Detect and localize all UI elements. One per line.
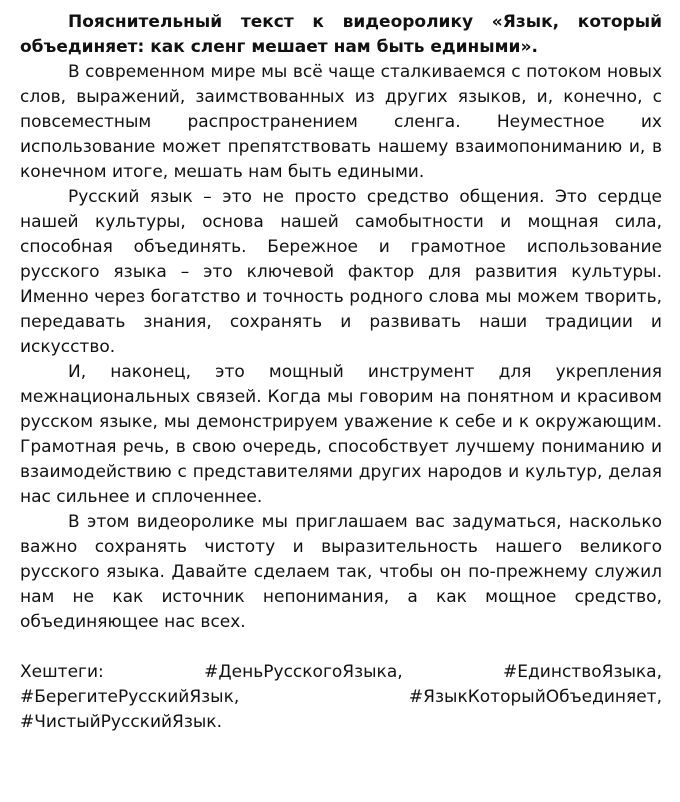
paragraph-4: В этом видеоролике мы приглашаем вас задуматься, насколько важно сохранять чистоту и выразительность нашего великого русского языка. Давайте сделаем так, чтобы он по-прежнему служил нам не как источник непонимания, а как мощное средство, объединяющее нас всех. bbox=[20, 512, 662, 632]
paragraph-2: Русский язык – это не просто средство общения. Это сердце нашей культуры, основа нашей самобытности и мощная сила, способная объединять. Бережное и грамотное использование русского языка – это ключевой фактор для развития культуры. Именно через богатство и точность родного слова мы можем творить, передавать знания, сохранять и развивать наши традиции и искусство. bbox=[20, 187, 662, 357]
document-page bbox=[20, 10, 662, 735]
blank-line bbox=[20, 635, 662, 660]
paragraph-1: В современном мире мы всё чаще сталкиваемся с потоком новых слов, выражений, заимствованных из других языков, и, конечно, с повсеместным распространением сленга. Неуместное их использование может препятствовать нашему взаимопониманию и, в конечном итоге, мешать нам быть едиными. bbox=[20, 62, 662, 182]
paragraph-3: И, наконец, это мощный инструмент для укрепления межнациональных связей. Когда мы говорим на понятном и красивом русском языке, мы демонстрируем уважение к себе и к окружающим. Грамотная речь, в свою очередь, способствует лучшему пониманию и взаимодействию с представителями других народов и культур, делая нас сильнее и сплоченнее. bbox=[20, 362, 662, 507]
hashtags-line: Хештеги: #ДеньРусскогоЯзыка, #ЕдинствоЯзыка, #БерегитеРусскийЯзык, #ЯзыкКоторыйОбъединяет, #ЧистыйРусскийЯзык. bbox=[20, 662, 662, 732]
document-title: Пояснительный текст к видеоролику «Язык, который объединяет: как сленг мешает нам быть едиными». bbox=[20, 12, 662, 57]
